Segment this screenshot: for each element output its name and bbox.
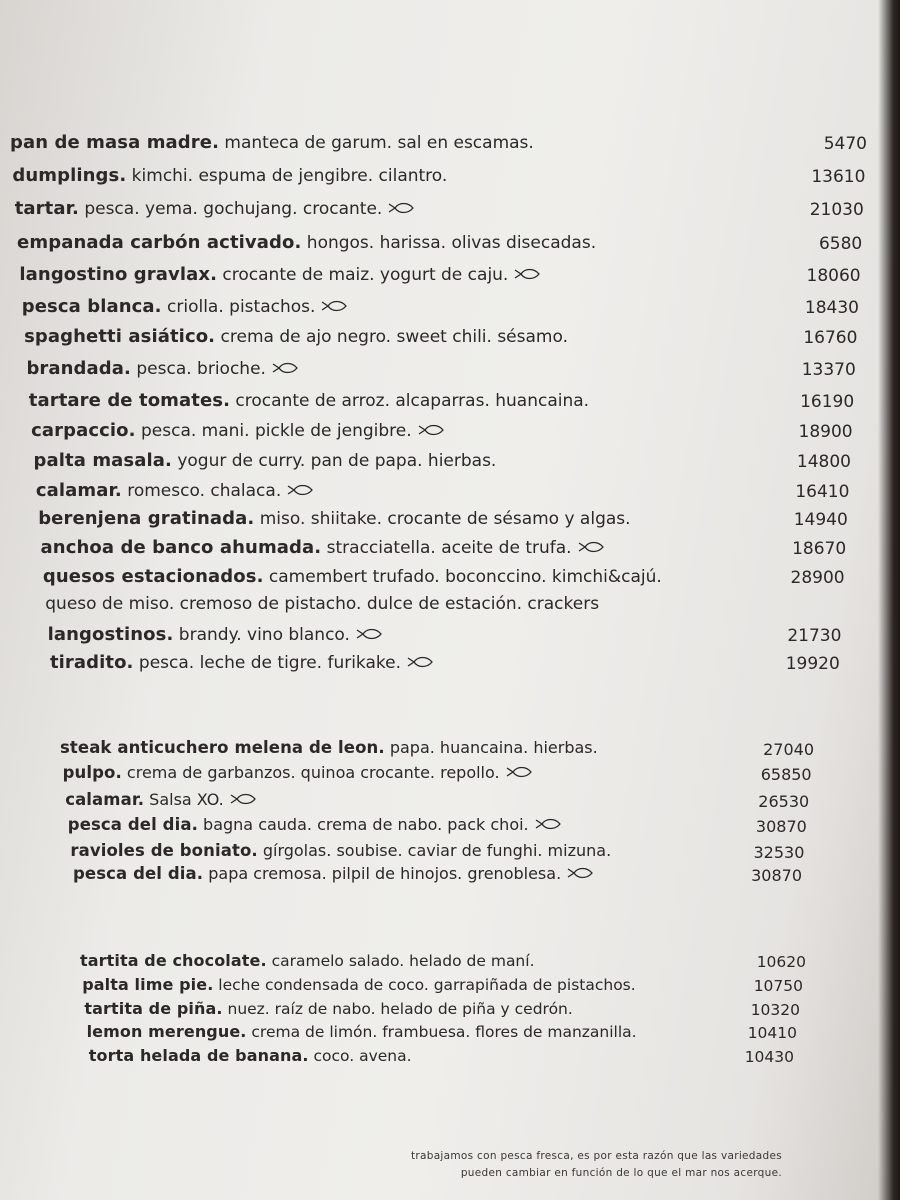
dish-price: 30870 bbox=[751, 866, 802, 885]
dish-name: langostinos. bbox=[47, 624, 174, 645]
menu-item-row bbox=[63, 763, 532, 787]
fish-icon bbox=[514, 268, 540, 280]
dish-description: crocante de maiz. yogurt de caju. bbox=[217, 265, 509, 285]
fish-icon bbox=[388, 202, 414, 214]
menu-item-row bbox=[84, 999, 572, 1023]
dish-price: 16190 bbox=[800, 392, 855, 412]
dish-price: 14800 bbox=[796, 452, 851, 472]
menu-item-row bbox=[50, 652, 433, 676]
dish-name: pesca blanca. bbox=[21, 296, 162, 317]
fish-icon bbox=[535, 818, 561, 830]
dish-name: pulpo. bbox=[62, 763, 122, 782]
menu-item-row bbox=[82, 975, 636, 999]
menu-item-row bbox=[17, 232, 596, 256]
dish-description: kimchi. espuma de jengibre. cilantro. bbox=[126, 166, 448, 186]
menu-item-row bbox=[15, 198, 415, 222]
dish-description: queso de miso. cremoso de pistacho. dulce de estación. crackers bbox=[45, 594, 600, 614]
menu-item-row bbox=[87, 1022, 637, 1046]
dish-description: papa cremosa. pilpil de hinojos. grenoblesa. bbox=[203, 864, 562, 883]
menu-item-row bbox=[26, 358, 298, 382]
dish-price: 5470 bbox=[823, 134, 867, 154]
footnote bbox=[411, 1150, 782, 1179]
dish-price: 18900 bbox=[798, 422, 853, 442]
fish-icon bbox=[230, 793, 256, 805]
menu-item-row bbox=[10, 132, 534, 156]
dish-name: langostino gravlax. bbox=[19, 264, 218, 285]
fish-icon bbox=[321, 300, 347, 312]
dish-description: hongos. harissa. olivas disecadas. bbox=[301, 233, 597, 253]
menu-item-row bbox=[12, 165, 447, 189]
dish-price: 21730 bbox=[787, 626, 842, 646]
dish-name: empanada carbón activado. bbox=[17, 232, 302, 253]
dish-name: pan de masa madre. bbox=[10, 132, 220, 153]
dish-price: 10320 bbox=[750, 1001, 800, 1019]
dish-price: 10620 bbox=[756, 953, 806, 971]
menu-item-row bbox=[43, 566, 662, 590]
dish-description: camembert trufado. boconccino. kimchi&cajú. bbox=[263, 567, 662, 587]
footnote-line-2: pueden cambiar en función de lo que el mar nos acerque. bbox=[460, 1167, 782, 1179]
dish-name: tartar. bbox=[14, 198, 79, 219]
dish-name: tartita de chocolate. bbox=[80, 951, 267, 970]
dish-name: carpaccio. bbox=[31, 420, 136, 441]
dish-price: 28900 bbox=[790, 568, 845, 588]
menu-item-row bbox=[73, 864, 593, 888]
dish-description: crocante de arroz. alcaparras. huancaina. bbox=[230, 391, 590, 411]
dish-price: 14940 bbox=[793, 510, 848, 530]
fish-icon bbox=[578, 541, 604, 553]
menu-item-row bbox=[22, 296, 348, 320]
fish-icon bbox=[287, 484, 313, 496]
dish-price: 21030 bbox=[809, 200, 864, 220]
menu-item-row bbox=[70, 841, 611, 865]
dish-name: lemon merengue. bbox=[86, 1022, 247, 1041]
dish-description: stracciatella. aceite de trufa. bbox=[321, 538, 572, 558]
menu-item-row bbox=[34, 450, 497, 474]
menu-item-row bbox=[19, 264, 540, 288]
fish-icon bbox=[407, 656, 433, 668]
menu-item-row bbox=[24, 326, 568, 350]
dish-name: dumplings. bbox=[12, 165, 127, 186]
dish-price: 13370 bbox=[801, 360, 856, 380]
dish-name: tartita de piña. bbox=[84, 999, 223, 1018]
dish-description: papa. huancaina. hierbas. bbox=[384, 738, 598, 757]
dish-price: 26530 bbox=[758, 792, 810, 811]
dish-description: criolla. pistachos. bbox=[161, 297, 316, 317]
dish-description: yogur de curry. pan de papa. hierbas. bbox=[171, 451, 497, 471]
dish-name: pesca del dia. bbox=[67, 815, 198, 834]
dish-description: brandy. vino blanco. bbox=[173, 625, 350, 645]
dish-name: palta masala. bbox=[33, 450, 172, 471]
fish-icon bbox=[272, 362, 298, 374]
menu-item-row bbox=[48, 624, 382, 648]
dish-description: nuez. raíz de nabo. helado de piña y cedrón. bbox=[222, 1000, 573, 1018]
dish-description: miso. shiitake. crocante de sésamo y algas. bbox=[254, 509, 631, 529]
dish-price: 13610 bbox=[811, 167, 866, 187]
dish-description: crema de garbanzos. quinoa crocante. repollo. bbox=[121, 763, 500, 782]
footnote-line-1: trabajamos con pesca fresca, es por esta razón que las variedades bbox=[410, 1150, 782, 1162]
dish-price: 10430 bbox=[744, 1048, 794, 1066]
dish-name: pesca del dia. bbox=[73, 864, 204, 883]
dish-description: caramelo salado. helado de maní. bbox=[266, 952, 535, 970]
dish-name: anchoa de banco ahumada. bbox=[40, 537, 322, 558]
dish-description: pesca. leche de tigre. furikake. bbox=[133, 653, 402, 673]
dish-name: ravioles de boniato. bbox=[70, 841, 258, 860]
dish-description: manteca de garum. sal en escamas. bbox=[219, 133, 534, 153]
dish-price: 32530 bbox=[753, 843, 805, 862]
dish-description: crema de limón. frambuesa. flores de manzanilla. bbox=[246, 1023, 637, 1041]
dish-description: coco. avena. bbox=[308, 1047, 412, 1065]
menu-item-row bbox=[38, 508, 630, 532]
dish-description: Salsa XO. bbox=[144, 790, 224, 809]
dish-name: spaghetti asiático. bbox=[24, 326, 216, 347]
dish-name: steak anticuchero melena de leon. bbox=[60, 738, 385, 757]
dish-name: brandada. bbox=[26, 358, 131, 379]
dish-price: 65850 bbox=[760, 765, 812, 784]
dish-name: tiradito. bbox=[49, 652, 134, 673]
dish-name: berenjena gratinada. bbox=[38, 508, 255, 529]
dish-price: 18430 bbox=[804, 298, 859, 318]
dish-name: tartare de tomates. bbox=[28, 390, 231, 411]
dish-description: bagna cauda. crema de nabo. pack choi. bbox=[197, 815, 529, 834]
menu-item-row bbox=[29, 390, 589, 414]
page-edge-shadow bbox=[878, 0, 900, 1200]
fish-icon bbox=[506, 766, 532, 778]
dish-price: 18670 bbox=[792, 539, 847, 559]
dish-description: gírgolas. soubise. caviar de funghi. mizuna. bbox=[257, 841, 612, 860]
dish-name: quesos estacionados. bbox=[42, 566, 264, 587]
menu-item-row bbox=[36, 480, 313, 504]
fish-icon bbox=[356, 628, 382, 640]
dish-price: 10410 bbox=[747, 1024, 797, 1042]
dish-description: crema de ajo negro. sweet chili. sésamo. bbox=[215, 327, 568, 347]
dish-price: 16410 bbox=[795, 482, 850, 502]
menu-item-row bbox=[89, 1046, 412, 1070]
menu-item-row bbox=[31, 420, 444, 444]
menu-item-row bbox=[80, 951, 535, 975]
dish-price: 18060 bbox=[806, 266, 861, 286]
dish-price: 16760 bbox=[803, 328, 858, 348]
menu-item-row bbox=[65, 790, 256, 814]
dish-description: leche condensada de coco. garrapiñada de pistachos. bbox=[213, 976, 636, 994]
fish-icon bbox=[567, 867, 593, 879]
menu-item-row bbox=[68, 815, 561, 839]
dish-price: 27040 bbox=[763, 740, 814, 759]
dish-description: romesco. chalaca. bbox=[121, 481, 282, 501]
dish-name: calamar. bbox=[35, 480, 122, 501]
dish-name: torta helada de banana. bbox=[88, 1046, 309, 1065]
dish-description: pesca. mani. pickle de jengibre. bbox=[135, 421, 412, 441]
menu-item-row bbox=[45, 594, 599, 618]
dish-description: pesca. yema. gochujang. crocante. bbox=[78, 199, 383, 219]
dish-name: calamar. bbox=[65, 790, 145, 809]
dish-price: 6580 bbox=[818, 234, 863, 254]
dish-price: 30870 bbox=[755, 817, 807, 836]
dish-price: 19920 bbox=[785, 654, 840, 674]
menu-item-row bbox=[41, 537, 604, 561]
fish-icon bbox=[418, 424, 444, 436]
dish-name: palta lime pie. bbox=[82, 975, 214, 994]
menu-item-row bbox=[60, 738, 598, 762]
dish-price: 10750 bbox=[753, 977, 803, 995]
dish-description: pesca. brioche. bbox=[130, 359, 266, 379]
